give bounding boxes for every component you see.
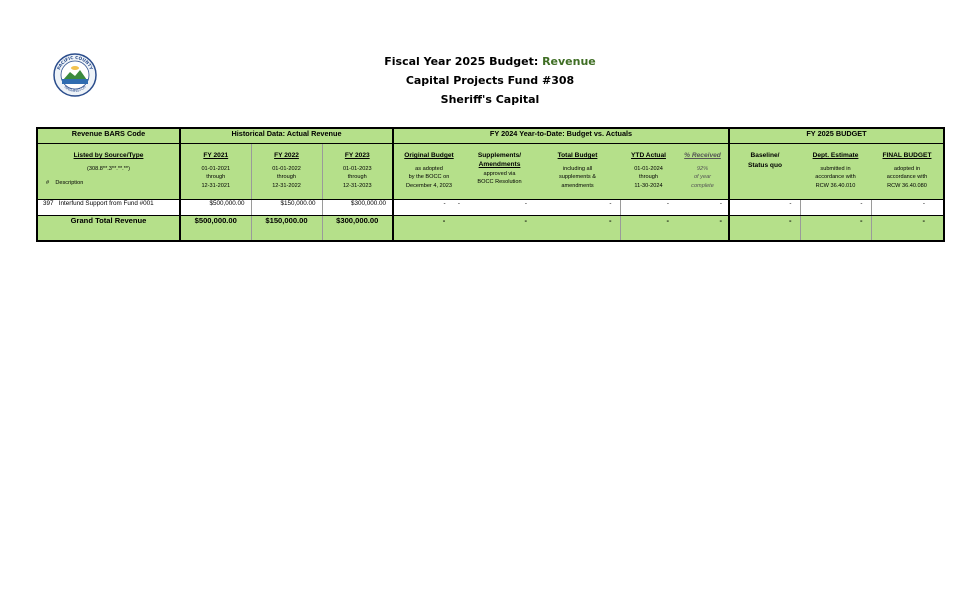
fy2023-l2: through	[347, 174, 367, 181]
fy2023-head: FY 2023	[344, 152, 370, 159]
total-l2: supplements &	[558, 174, 596, 181]
seal-text-bottom: WASHINGTON	[63, 84, 87, 94]
cell-original-budget	[393, 200, 464, 216]
fy2022-l3: 12-31-2022	[272, 182, 301, 189]
orig-l3: December 4, 2023	[405, 182, 453, 189]
final-l3: RCW 36.40.080	[887, 182, 927, 189]
grand-total-row	[37, 216, 944, 242]
fy2021-l3: 12-31-2021	[201, 182, 231, 189]
final-l1: adopted in	[893, 166, 921, 172]
total-supplements: -	[464, 216, 535, 242]
group-fy2025: FY 2025 BUDGET	[729, 128, 944, 144]
total-total-budget: -	[535, 216, 620, 242]
header-supplements	[464, 144, 535, 200]
pct-head: % Received	[684, 152, 721, 159]
fy2021-head: FY 2021	[203, 152, 229, 159]
orig-head: Original Budget	[404, 152, 454, 159]
bars-heading: Listed by Source/Type	[73, 152, 144, 159]
total-pct-received: -	[677, 216, 729, 242]
fy2022-range	[252, 165, 322, 190]
fy2022-head: FY 2022	[274, 152, 299, 159]
department-subtitle: Sheriff's Capital	[440, 93, 540, 106]
ytd-l3: 11-30-2024	[634, 182, 663, 189]
cell-fy2022: $150,000.00	[251, 200, 322, 216]
pct-l3: complete	[691, 182, 714, 189]
fund-subtitle: Capital Projects Fund #308	[405, 74, 575, 87]
grand-total-label: Grand Total Revenue	[37, 216, 180, 242]
ytd-l2: through	[639, 174, 658, 181]
supp-desc	[464, 170, 535, 187]
total-head: Total Budget	[557, 152, 598, 159]
orig-desc	[394, 165, 464, 190]
title-accent: Revenue	[542, 55, 596, 68]
group-header-row	[37, 128, 944, 144]
header-fy2023	[322, 144, 393, 200]
dept-l1: submitted in	[820, 166, 851, 172]
row-description	[37, 200, 180, 216]
total-fy2022: $150,000.00	[251, 216, 322, 242]
total-ytd-actual: -	[620, 216, 677, 242]
fy2022-l1: 01-01-2022	[272, 166, 301, 172]
header-final-budget	[871, 144, 944, 200]
total-fy2023: $300,000.00	[322, 216, 393, 242]
cell-orig-b: -	[457, 200, 460, 207]
cell-final-budget: -	[871, 200, 944, 216]
supp-l1: approved via	[483, 171, 516, 177]
cell-baseline: -	[729, 200, 800, 216]
column-header-row	[37, 144, 944, 200]
page-title-block	[290, 52, 690, 109]
baseline-head2: Status quo	[747, 162, 783, 169]
total-original-budget: -	[393, 216, 464, 242]
total-baseline: -	[729, 216, 800, 242]
total-desc	[535, 165, 620, 190]
total-fy2021: $500,000.00	[180, 216, 251, 242]
fy2022-l2: through	[277, 174, 296, 181]
bars-code-pattern: (308.8**.3**.**.**)	[87, 166, 130, 172]
ytd-range	[620, 165, 677, 190]
header-original-budget	[393, 144, 464, 200]
bars-num-label: #	[46, 180, 50, 187]
ytd-head: YTD Actual	[631, 152, 666, 159]
page-title	[290, 52, 690, 71]
row-num: 397	[43, 200, 54, 207]
ytd-l1: 01-01-2024	[634, 166, 663, 172]
fy2021-l2: through	[206, 174, 226, 181]
county-seal	[53, 53, 97, 97]
header-pct-received	[677, 144, 729, 200]
group-ytd: FY 2024 Year-to-Date: Budget vs. Actuals	[393, 128, 729, 144]
cell-pct-received: -	[677, 200, 729, 216]
row-desc: Interfund Support from Fund #001	[58, 200, 154, 207]
group-historical: Historical Data: Actual Revenue	[180, 128, 393, 144]
cell-fy2021: $500,000.00	[180, 200, 251, 216]
orig-l1: as adopted	[415, 166, 443, 172]
header-total-budget	[535, 144, 620, 200]
fy2023-l3: 12-31-2023	[342, 182, 372, 189]
supp-head1: Supplements/	[477, 152, 522, 159]
pct-l1: 92%	[696, 166, 709, 172]
header-baseline	[729, 144, 800, 200]
bars-desc-labels	[38, 180, 179, 186]
header-fy2022	[251, 144, 322, 200]
total-final-budget: -	[871, 216, 944, 242]
cell-orig-a: -	[443, 200, 446, 207]
bars-code-header	[37, 144, 180, 200]
dept-head: Dept. Estimate	[812, 152, 859, 159]
supp-l2: BOCC Resolution	[477, 179, 522, 186]
cell-fy2023: $300,000.00	[322, 200, 393, 216]
fy2021-range	[181, 165, 251, 190]
total-l3: amendments	[561, 182, 594, 189]
revenue-budget-table	[36, 127, 945, 242]
header-ytd-actual	[620, 144, 677, 200]
dept-l2: accordance with	[815, 174, 856, 181]
fy2023-l1: 01-01-2023	[342, 166, 372, 172]
orig-l2: by the BOCC on	[408, 174, 450, 181]
dept-l3: RCW 36.40.010	[815, 182, 856, 189]
title-prefix: Fiscal Year 2025 Budget:	[384, 55, 543, 68]
fy2021-l1: 01-01-2021	[201, 166, 231, 172]
total-l1: including all	[562, 166, 593, 172]
cell-supplements: -	[464, 200, 535, 216]
baseline-head1: Baseline/	[750, 152, 780, 159]
final-desc	[871, 165, 943, 190]
header-dept-estimate	[800, 144, 871, 200]
pct-desc	[677, 165, 728, 190]
pct-l2: of year	[693, 174, 712, 181]
supp-head2: Amendments	[478, 161, 521, 168]
header-fy2021	[180, 144, 251, 200]
dept-desc	[800, 165, 871, 190]
cell-dept-estimate: -	[800, 200, 871, 216]
group-bars-code: Revenue BARS Code	[37, 128, 180, 144]
final-head: FINAL BUDGET	[882, 152, 932, 159]
total-dept-estimate: -	[800, 216, 871, 242]
cell-ytd-actual: -	[620, 200, 677, 216]
fy2023-range	[323, 165, 393, 190]
seal-text-top: PACIFIC COUNTY	[56, 55, 94, 71]
table-row	[37, 200, 944, 216]
bars-desc-label: Description	[55, 180, 84, 187]
cell-total-budget: -	[535, 200, 620, 216]
final-l2: accordance with	[886, 174, 928, 181]
